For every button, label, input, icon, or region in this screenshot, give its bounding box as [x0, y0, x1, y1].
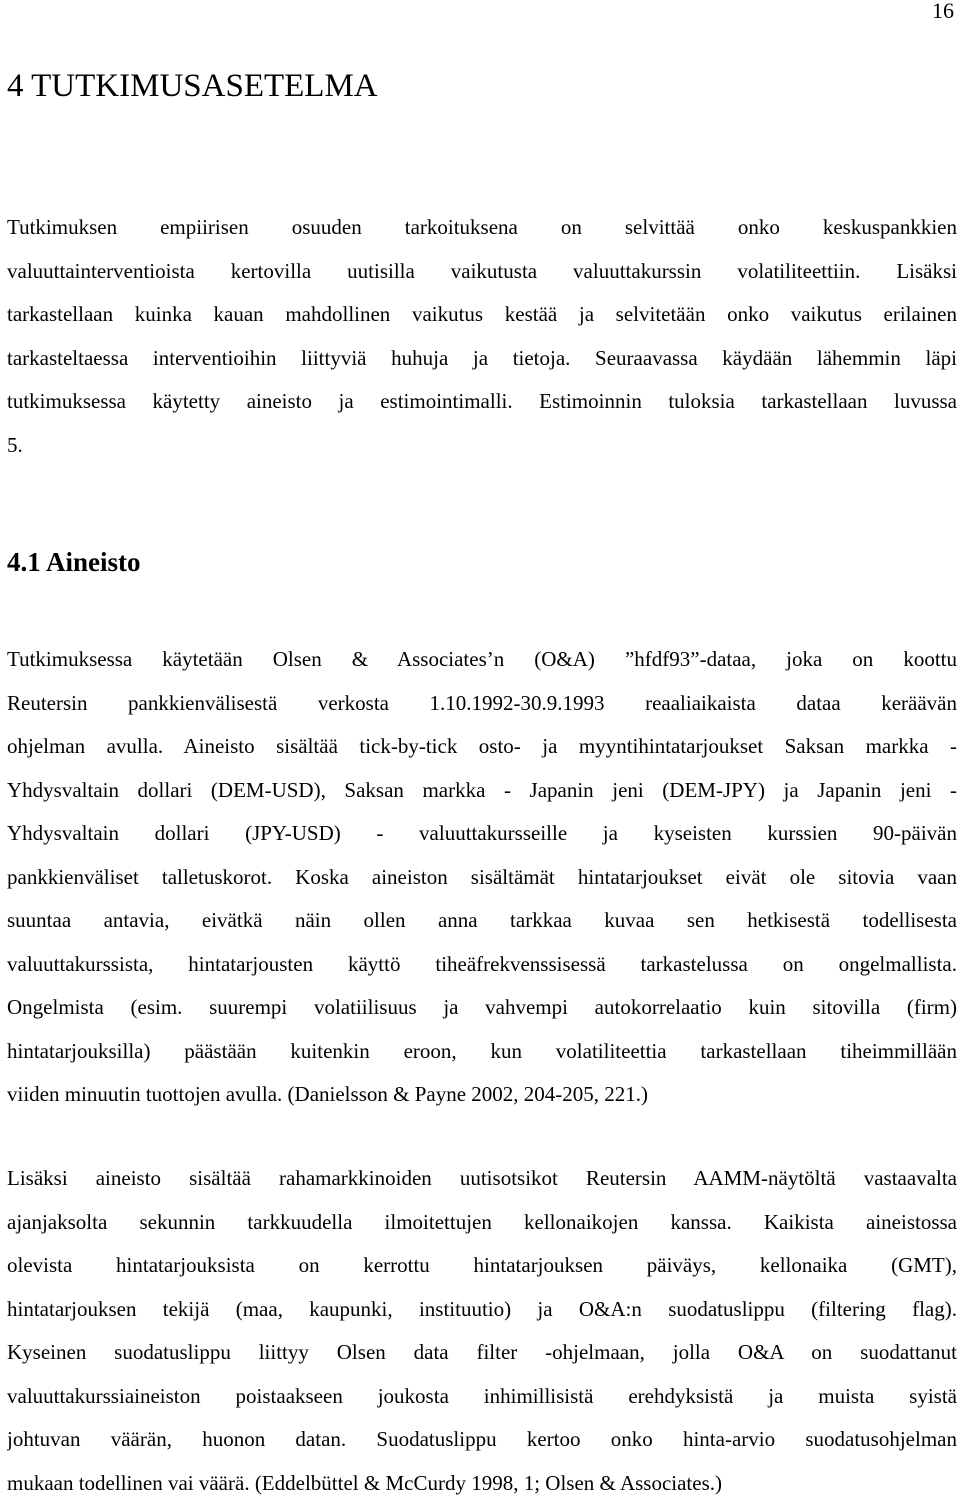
text-line: suuntaa antavia, eivätkä näin ollen anna tarkkaa kuvaa sen hetkisestä todellisesta [7, 899, 957, 943]
paragraph-intro [7, 206, 957, 467]
text-line: tarkasteltaessa interventioihin liittyviä huhuja ja tietoja. Seuraavassa käydään lähemmin läpi [7, 337, 957, 381]
text-line: valuuttakurssista, hintatarjousten käyttö tiheäfrekvenssisessä tarkastelussa on ongelmallista. [7, 943, 957, 987]
section-title: 4.1 Aineisto [7, 542, 141, 582]
text-line: Lisäksi aineisto sisältää rahamarkkinoiden uutisotsikot Reutersin AAMM-näytöltä vastaavalta [7, 1157, 957, 1201]
chapter-title: 4 TUTKIMUSASETELMA [7, 66, 378, 106]
text-line: valuuttainterventioista kertovilla uutisilla vaikutusta valuuttakurssin volatiliteettiin. Lisäksi [7, 250, 957, 294]
text-line: ohjelman avulla. Aineisto sisältää tick-by-tick osto- ja myyntihintatarjoukset Saksan markka - [7, 725, 957, 769]
text-line: tutkimuksessa käytetty aineisto ja estimointimalli. Estimoinnin tuloksia tarkastellaan luvussa [7, 380, 957, 424]
text-line: Reutersin pankkienvälisestä verkosta 1.10.1992-30.9.1993 reaaliaikaista dataa keräävän [7, 682, 957, 726]
text-line: Tutkimuksessa käytetään Olsen & Associates’n (O&A) ”hfdf93”-dataa, joka on koottu [7, 638, 957, 682]
text-line: valuuttakurssiaineiston poistaakseen joukosta inhimillisistä erehdyksistä ja muista syistä [7, 1375, 957, 1419]
text-line: 5. [7, 424, 957, 468]
text-line: viiden minuutin tuottojen avulla. (Danielsson & Payne 2002, 204-205, 221.) [7, 1073, 957, 1117]
page-number: 16 [932, 0, 954, 22]
text-line: hintatarjouksilla) päästään kuitenkin eroon, kun volatiliteettia tarkastellaan tiheimmillään [7, 1030, 957, 1074]
text-line: hintatarjouksen tekijä (maa, kaupunki, instituutio) ja O&A:n suodatuslippu (filtering flag). [7, 1288, 957, 1332]
text-line: Tutkimuksen empiirisen osuuden tarkoituksena on selvittää onko keskuspankkien [7, 206, 957, 250]
text-line: mukaan todellinen vai väärä. (Eddelbüttel & McCurdy 1998, 1; Olsen & Associates.) [7, 1462, 957, 1505]
text-line: Ongelmista (esim. suurempi volatiilisuus ja vahvempi autokorrelaatio kuin sitovilla (firm) [7, 986, 957, 1030]
text-line: olevista hintatarjouksista on kerrottu hintatarjouksen päiväys, kellonaika (GMT), [7, 1244, 957, 1288]
text-line: Yhdysvaltain dollari (JPY-USD) - valuuttakursseille ja kyseisten kurssien 90-päivän [7, 812, 957, 856]
text-line: Kyseinen suodatuslippu liittyy Olsen data filter -ohjelmaan, jolla O&A on suodattanut [7, 1331, 957, 1375]
paragraph-data-description [7, 638, 957, 1117]
text-line: tarkastellaan kuinka kauan mahdollinen vaikutus kestää ja selvitetään onko vaikutus erilainen [7, 293, 957, 337]
text-line: ajanjaksolta sekunnin tarkkuudella ilmoitettujen kellonaikojen kanssa. Kaikista aineistossa [7, 1201, 957, 1245]
paragraph-news-headlines [7, 1157, 957, 1505]
text-line: pankkienväliset talletuskorot. Koska aineiston sisältämät hintatarjoukset eivät ole sitovia vaan [7, 856, 957, 900]
text-line: johtuvan väärän, huonon datan. Suodatuslippu kertoo onko hinta-arvio suodatusohjelman [7, 1418, 957, 1462]
text-line: Yhdysvaltain dollari (DEM-USD), Saksan markka - Japanin jeni (DEM-JPY) ja Japanin jeni - [7, 769, 957, 813]
